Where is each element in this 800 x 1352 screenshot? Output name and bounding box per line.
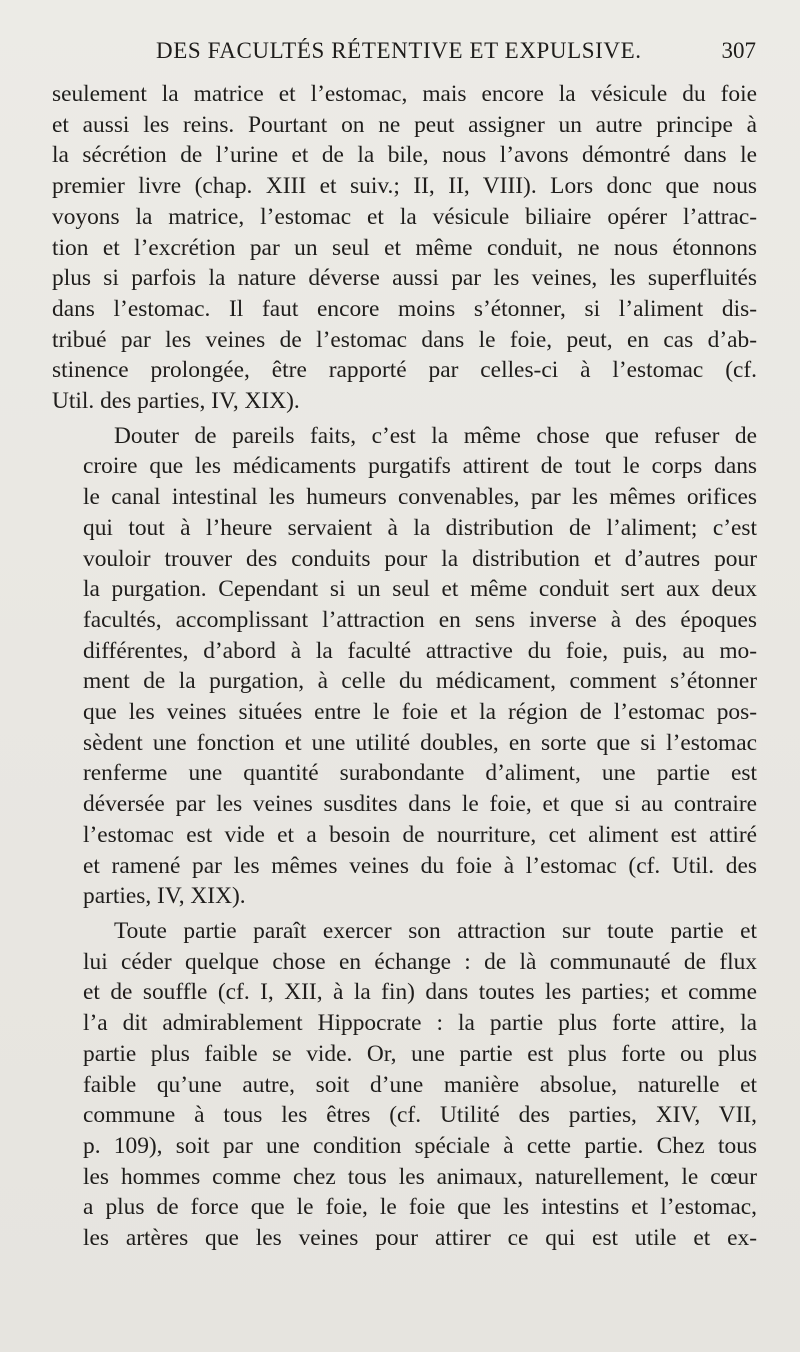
- text-line: facultés, accomplissant l’attraction en sens inverse à des époques: [83, 606, 757, 633]
- text-line: Douter de pareils faits, c’est la même chose que refuser de: [114, 422, 757, 449]
- text-line: déversée par les veines susdites dans le foie, et que si au contraire: [83, 791, 757, 818]
- text-line: a plus de force que le foie, le foie que les intestins et l’estomac,: [83, 1194, 757, 1221]
- text-line: tribué par les veines de l’estomac dans le foie, peut, en cas d’ab-: [52, 326, 757, 353]
- paragraph-3: [52, 916, 757, 1254]
- text-line: renferme une quantité surabondante d’aliment, une partie est: [83, 760, 757, 787]
- text-line: les hommes comme chez tous les animaux, naturellement, le cœur: [83, 1163, 757, 1190]
- running-title: DES FACULTÉS RÉTENTIVE ET EXPULSIVE.: [156, 38, 642, 63]
- text-line: qui tout à l’heure servaient à la distribution de l’aliment; c’est: [83, 514, 757, 541]
- text-line: que les veines situées entre le foie et la région de l’estomac pos-: [83, 699, 757, 726]
- text-line: faible qu’une autre, soit d’une manière absolue, naturelle et: [83, 1071, 757, 1098]
- text-line: la sécrétion de l’urine et de la bile, nous l’avons démontré dans le: [52, 142, 757, 169]
- text-line: seulement la matrice et l’estomac, mais encore la vésicule du foie: [52, 81, 757, 107]
- text-line: p. 109), soit par une condition spéciale à cette partie. Chez tous: [83, 1132, 757, 1159]
- text-line: et ramené par les mêmes veines du foie à l’estomac (cf. Util. des: [83, 852, 757, 879]
- text-line: parties, IV, XIX).: [83, 883, 246, 910]
- text-line: vouloir trouver des conduits pour la distribution et d’autres pour: [83, 545, 757, 572]
- text-line: sèdent une fonction et une utilité doubles, en sorte que si l’estomac: [83, 729, 757, 756]
- text-line: stinence prolongée, être rapporté par celles-ci à l’estomac (cf.: [52, 357, 757, 384]
- text-line: Util. des parties, IV, XIX).: [52, 388, 300, 415]
- text-line: dans l’estomac. Il faut encore moins s’étonner, si l’aliment dis-: [52, 295, 757, 322]
- text-line: croire que les médicaments purgatifs attirent de tout le corps dans: [83, 453, 757, 480]
- text-line: lui céder quelque chose en échange : de là communauté de flux: [83, 948, 757, 975]
- paragraph-2: [52, 421, 757, 912]
- text-line: Toute partie paraît exercer son attraction sur toute partie et: [114, 917, 757, 944]
- text-line: plus si parfois la nature déverse aussi par les veines, les superfluités: [52, 265, 757, 292]
- text-line: différentes, d’abord à la faculté attractive du foie, puis, au mo-: [83, 637, 757, 664]
- paragraph-1: [52, 79, 757, 417]
- text-line: voyons la matrice, l’estomac et la vésicule biliaire opérer l’attrac-: [52, 203, 757, 230]
- text-line: l’estomac est vide et a besoin de nourriture, cet aliment est attiré: [83, 821, 757, 848]
- text-line: le canal intestinal les humeurs convenables, par les mêmes orifices: [83, 484, 757, 511]
- text-line: les artères que les veines pour attirer ce qui est utile et ex-: [83, 1225, 757, 1252]
- text-line: commune à tous les êtres (cf. Utilité des parties, XIV, VII,: [83, 1102, 757, 1129]
- body-text: [52, 79, 757, 1258]
- running-head: [52, 38, 756, 70]
- page-number: 307: [721, 38, 756, 63]
- text-line: et aussi les reins. Pourtant on ne peut assigner un autre principe à: [52, 111, 757, 138]
- text-line: l’a dit admirablement Hippocrate : la partie plus forte attire, la: [83, 1010, 757, 1037]
- text-line: premier livre (chap. XIII et suiv.; II, II, VIII). Lors donc que nous: [52, 173, 757, 200]
- text-line: la purgation. Cependant si un seul et même conduit sert aux deux: [83, 576, 757, 603]
- text-line: et de souffle (cf. I, XII, à la fin) dans toutes les parties; et comme: [83, 979, 757, 1006]
- text-line: tion et l’excrétion par un seul et même conduit, ne nous étonnons: [52, 234, 757, 261]
- text-line: ment de la purgation, à celle du médicament, comment s’étonner: [83, 668, 757, 695]
- text-line: partie plus faible se vide. Or, une partie est plus forte ou plus: [83, 1040, 757, 1067]
